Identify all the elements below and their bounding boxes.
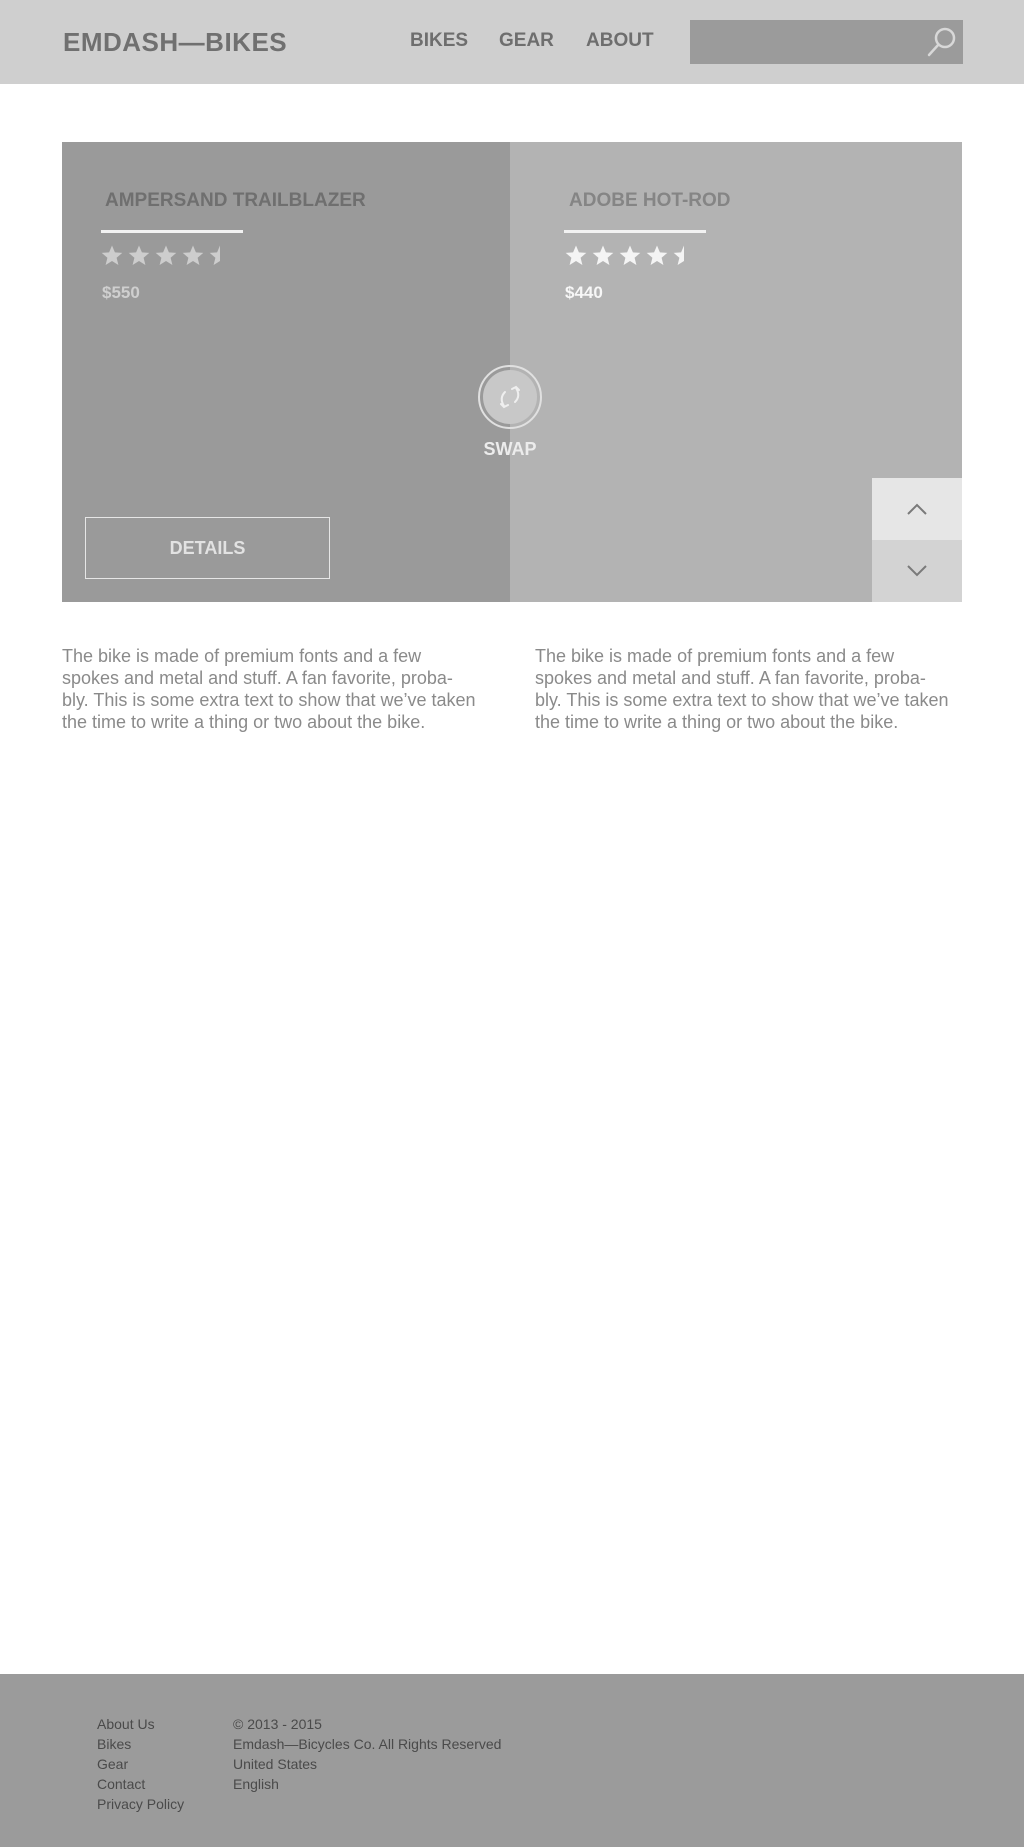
star-full-icon — [100, 244, 124, 268]
star-full-icon — [618, 244, 642, 268]
star-full-icon — [181, 244, 205, 268]
swap-label: SWAP — [483, 439, 537, 459]
bike-description-left: The bike is made of premium fonts and a few spokes and metal and stuff. A fan favorite, proba-bly. This is some extra text to show that we’ve taken the time to write a thing or two about the bike. — [62, 646, 476, 732]
language-text[interactable]: English — [233, 1776, 279, 1792]
footer-link-about-us[interactable]: About Us — [97, 1716, 155, 1732]
site-footer — [0, 1674, 1024, 1847]
footer-link-contact[interactable]: Contact — [97, 1776, 146, 1792]
swap-icon — [477, 364, 543, 430]
footer-link-bikes[interactable]: Bikes — [97, 1736, 132, 1752]
footer-link-item — [97, 1774, 184, 1794]
swap-button[interactable] — [476, 364, 544, 460]
scroll-down-button[interactable] — [872, 540, 962, 602]
name-underline — [101, 230, 243, 233]
search-icon[interactable] — [926, 26, 958, 58]
footer-link-item — [97, 1754, 184, 1774]
chevron-down-icon — [905, 564, 929, 578]
footer-links — [97, 1714, 184, 1814]
star-half-icon — [208, 244, 232, 268]
site-header — [0, 0, 1024, 84]
star-full-icon — [564, 244, 588, 268]
name-underline — [564, 230, 706, 233]
company-text: Emdash—Bicycles Co. All Rights Reserved — [233, 1736, 502, 1752]
footer-link-item — [97, 1714, 184, 1734]
site-logo[interactable]: EMDASH—BIKES — [63, 27, 288, 57]
star-full-icon — [645, 244, 669, 268]
footer-link-item — [97, 1794, 184, 1814]
star-full-icon — [127, 244, 151, 268]
bike-name: ADOBE HOT-ROD — [569, 190, 731, 211]
search-box — [690, 20, 963, 64]
details-button[interactable]: DETAILS — [85, 517, 330, 579]
bike-name: AMPERSAND TRAILBLAZER — [105, 190, 366, 211]
footer-info — [233, 1714, 501, 1794]
bike-panel-left — [62, 142, 510, 602]
nav-about-link[interactable]: ABOUT — [586, 30, 654, 51]
star-half-icon — [672, 244, 696, 268]
scroll-up-button[interactable] — [872, 478, 962, 540]
bike-price: $440 — [565, 283, 603, 302]
bike-description-right: The bike is made of premium fonts and a few spokes and metal and stuff. A fan favorite, proba-bly. This is some extra text to show that we’ve taken the time to write a thing or two about the bike. — [535, 646, 949, 732]
star-rating — [564, 244, 696, 268]
star-full-icon — [591, 244, 615, 268]
search-input[interactable] — [690, 20, 915, 64]
star-rating — [100, 244, 232, 268]
bike-compare — [62, 142, 962, 602]
footer-link-gear[interactable]: Gear — [97, 1756, 129, 1772]
copyright-text: © 2013 - 2015 — [233, 1716, 322, 1732]
chevron-up-icon — [905, 502, 929, 516]
nav-gear-link[interactable]: GEAR — [499, 30, 554, 51]
nav-bikes-link[interactable]: BIKES — [410, 30, 469, 51]
star-full-icon — [154, 244, 178, 268]
footer-link-privacy-policy[interactable]: Privacy Policy — [97, 1796, 185, 1812]
region-text[interactable]: United States — [233, 1756, 318, 1772]
bike-price: $550 — [102, 283, 140, 302]
footer-link-item — [97, 1734, 184, 1754]
